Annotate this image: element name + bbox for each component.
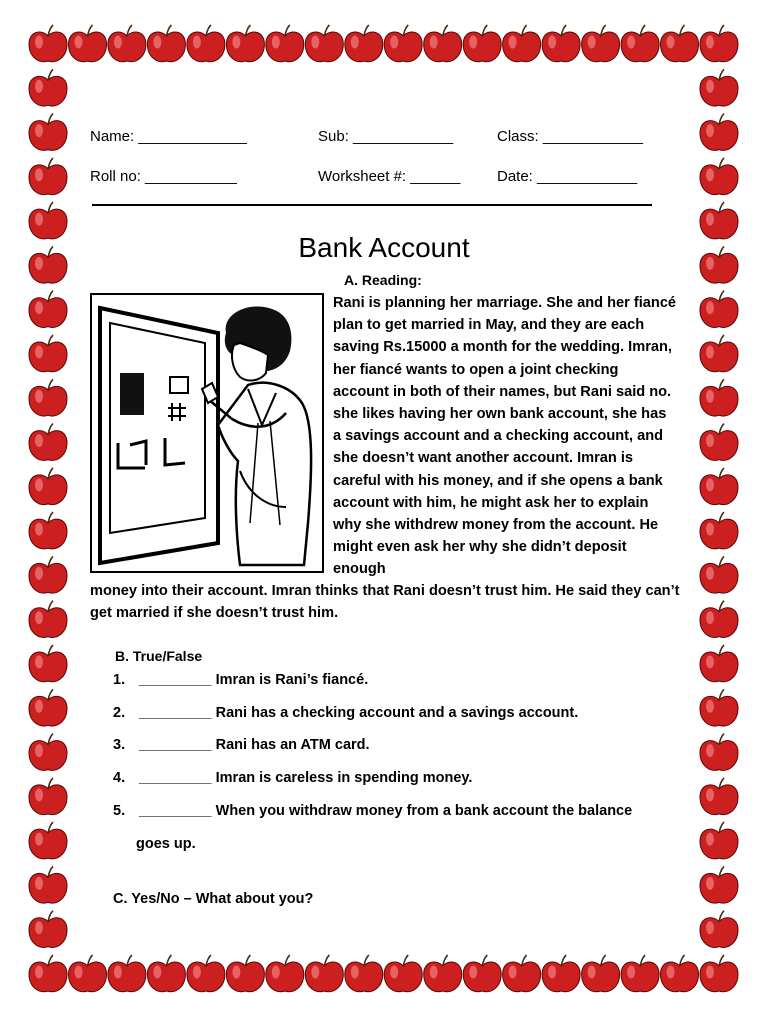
apple-decoration bbox=[700, 601, 738, 638]
apple-decoration bbox=[266, 25, 304, 62]
apple-decoration bbox=[700, 778, 738, 815]
apple-decoration bbox=[29, 69, 67, 106]
item-number: 2. bbox=[113, 705, 126, 721]
answer-blank: _________ bbox=[139, 770, 212, 786]
apple-decoration bbox=[384, 25, 422, 62]
apple-decoration bbox=[700, 955, 738, 992]
section-b-heading: B. True/False bbox=[115, 648, 203, 664]
apple-decoration bbox=[582, 955, 620, 992]
apple-decoration bbox=[29, 822, 67, 859]
subject-field: Sub: ____________ bbox=[318, 128, 454, 145]
page-title: Bank Account bbox=[298, 232, 470, 263]
apple-decoration bbox=[700, 25, 738, 62]
apple-decoration bbox=[503, 955, 541, 992]
apple-decoration bbox=[147, 955, 185, 992]
apple-decoration bbox=[384, 955, 422, 992]
apple-decoration bbox=[700, 866, 738, 903]
apple-decoration bbox=[424, 955, 462, 992]
apple-decoration bbox=[661, 955, 699, 992]
apple-decoration bbox=[700, 512, 738, 549]
section-c-heading: C. Yes/No – What about you? bbox=[113, 891, 314, 907]
apple-decoration bbox=[700, 822, 738, 859]
apple-decoration bbox=[700, 379, 738, 416]
apple-decoration bbox=[700, 69, 738, 106]
apple-decoration bbox=[226, 955, 264, 992]
date-field: Date: ____________ bbox=[497, 168, 638, 185]
apple-decoration bbox=[29, 556, 67, 593]
item-number: 5. bbox=[113, 803, 126, 819]
apple-decoration bbox=[29, 335, 67, 372]
apple-decoration bbox=[582, 25, 620, 62]
apple-decoration bbox=[29, 291, 67, 328]
apple-decoration bbox=[29, 379, 67, 416]
item-statement: When you withdraw money from a bank account the balance bbox=[215, 803, 633, 819]
true-false-item-5-continued: goes up. bbox=[136, 836, 196, 852]
item-number: 3. bbox=[113, 737, 126, 753]
apple-decoration bbox=[700, 689, 738, 726]
atm-woman-illustration bbox=[90, 293, 324, 573]
answer-blank: _________ bbox=[139, 737, 212, 753]
apple-decoration bbox=[108, 25, 146, 62]
item-statement: Imran is Rani’s fiancé. bbox=[215, 672, 369, 688]
apple-decoration bbox=[187, 955, 225, 992]
apple-decoration bbox=[29, 512, 67, 549]
apple-decoration bbox=[700, 556, 738, 593]
apple-decoration bbox=[700, 424, 738, 461]
reading-passage-part-1: Rani is planning her marriage. She and her fiancé plan to get married in May, and they are each saving Rs.15000 a month for the wedding. Imran, her fiancé wants to open a joint checking account in both of their names, but Rani said no. she likes having her own bank account, she has a savings account and a checking account, and she doesn’t want another account. Imran is careful with his money, and if she opens a bank account with him, he might ask her to explain why she withdrew money from the account. He might even ask her why she didn’t deposit enough bbox=[333, 295, 677, 578]
apple-decoration bbox=[345, 955, 383, 992]
apple-decoration bbox=[700, 114, 738, 151]
apple-decoration bbox=[29, 468, 67, 505]
apple-decoration bbox=[463, 955, 501, 992]
true-false-item-5 bbox=[113, 803, 632, 819]
apple-decoration bbox=[700, 911, 738, 948]
apple-decoration bbox=[29, 866, 67, 903]
apple-decoration bbox=[542, 25, 580, 62]
apple-decoration bbox=[29, 158, 67, 195]
apple-decoration bbox=[424, 25, 462, 62]
apple-decoration bbox=[700, 335, 738, 372]
apple-decoration bbox=[29, 734, 67, 771]
apple-decoration bbox=[29, 778, 67, 815]
apple-decoration bbox=[147, 25, 185, 62]
apple-decoration bbox=[621, 25, 659, 62]
roll-no-field: Roll no: ___________ bbox=[90, 168, 237, 185]
apple-decoration bbox=[29, 689, 67, 726]
apple-decoration bbox=[542, 955, 580, 992]
apple-decoration bbox=[700, 734, 738, 771]
true-false-item-4 bbox=[113, 770, 472, 786]
apple-decoration bbox=[266, 955, 304, 992]
apple-decoration bbox=[305, 955, 343, 992]
apple-decoration bbox=[69, 955, 107, 992]
apple-decoration bbox=[108, 955, 146, 992]
apple-decoration bbox=[69, 25, 107, 62]
apple-decoration bbox=[700, 645, 738, 682]
apple-decoration bbox=[463, 25, 501, 62]
apple-decoration bbox=[305, 25, 343, 62]
item-number: 1. bbox=[113, 672, 126, 688]
item-statement: Imran is careless in spending money. bbox=[215, 770, 473, 786]
apple-decoration bbox=[29, 25, 67, 62]
answer-blank: _________ bbox=[139, 803, 212, 819]
item-statement: Rani has an ATM card. bbox=[215, 737, 370, 753]
apple-decoration bbox=[29, 601, 67, 638]
apple-decoration bbox=[621, 955, 659, 992]
header-divider bbox=[92, 204, 652, 206]
reading-passage-part-2: money into their account. Imran thinks that Rani doesn’t trust him. He said they can’t get married if she doesn’t trust him. bbox=[90, 583, 680, 622]
item-number: 4. bbox=[113, 770, 126, 786]
worksheet-number-field: Worksheet #: ______ bbox=[318, 168, 461, 185]
apple-decoration bbox=[29, 911, 67, 948]
true-false-item-2 bbox=[113, 705, 578, 721]
apple-decoration bbox=[29, 424, 67, 461]
name-field: Name: _____________ bbox=[90, 128, 247, 145]
answer-blank: _________ bbox=[139, 672, 212, 688]
apple-decoration bbox=[226, 25, 264, 62]
apple-decoration bbox=[187, 25, 225, 62]
class-field: Class: ____________ bbox=[497, 128, 643, 145]
apple-decoration bbox=[661, 25, 699, 62]
true-false-item-1 bbox=[113, 672, 368, 688]
apple-decoration bbox=[700, 291, 738, 328]
answer-blank: _________ bbox=[139, 705, 212, 721]
apple-decoration bbox=[503, 25, 541, 62]
apple-decoration bbox=[700, 468, 738, 505]
section-a-heading: A. Reading: bbox=[344, 272, 422, 288]
apple-decoration bbox=[29, 114, 67, 151]
true-false-item-3 bbox=[113, 737, 370, 753]
apple-decoration bbox=[29, 955, 67, 992]
apple-decoration bbox=[700, 158, 738, 195]
apple-decoration bbox=[345, 25, 383, 62]
item-statement: Rani has a checking account and a savings account. bbox=[215, 705, 579, 721]
apple-decoration bbox=[29, 645, 67, 682]
